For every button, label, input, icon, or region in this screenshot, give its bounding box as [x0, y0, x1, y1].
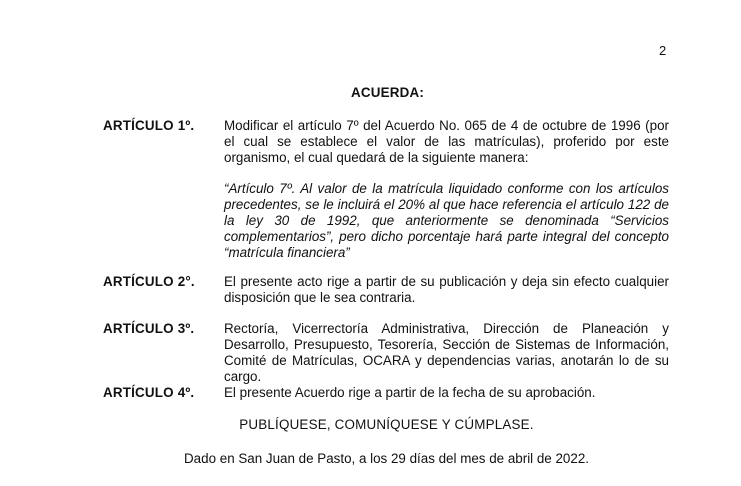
article-1: [103, 118, 669, 261]
article-2: [103, 274, 669, 306]
resolution-heading: ACUERDA:: [350, 85, 424, 100]
article-4-text: El presente Acuerdo rige a partir de la fecha de su aprobación.: [224, 385, 596, 400]
closing-statement: PUBLÍQUESE, COMUNÍQUESE Y CÚMPLASE.: [239, 417, 534, 432]
article-2-text: El presente acto rige a partir de su publicación y deja sin efecto cualquier disposición que le sea contraria.: [224, 274, 669, 305]
article-4: [103, 385, 669, 401]
date-line: Dado en San Juan de Pasto, a los 29 días del mes de abril de 2022.: [184, 451, 589, 466]
article-1-text: Modificar el artículo 7º del Acuerdo No. 065 de 4 de octubre de 1996 (por el cual se establece el valor de las matrículas), proferido por este organismo, el cual quedará de la siguiente manera:: [224, 118, 669, 165]
article-3-label: ARTÍCULO 3º.: [103, 321, 195, 336]
article-1-label: ARTÍCULO 1º.: [103, 118, 195, 133]
article-2-label: ARTÍCULO 2°.: [103, 274, 195, 289]
article-3-text: Rectoría, Vicerrectoría Administrativa, Dirección de Planeación y Desarrollo, Presupuesto, Tesorería, Sección de Sistemas de Información, Comité de Matrículas, OCARA y dependencias varias, anotarán lo de su cargo.: [224, 321, 669, 384]
article-1-body: [224, 118, 669, 261]
article-4-label: ARTÍCULO 4º.: [103, 385, 195, 400]
article-3: [103, 321, 669, 385]
article-1-quote: “Artículo 7º. Al valor de la matrícula liquidado conforme con los artículos precedentes, se le incluirá el 20% al que hace referencia el artículo 122 de la ley 30 de 1992, que anteriormente se denominada “Servicios complementarios”, pero dicho porcentaje hará parte integral del concepto “matrícula financiera”: [224, 181, 669, 260]
page-number: 2: [659, 43, 667, 58]
